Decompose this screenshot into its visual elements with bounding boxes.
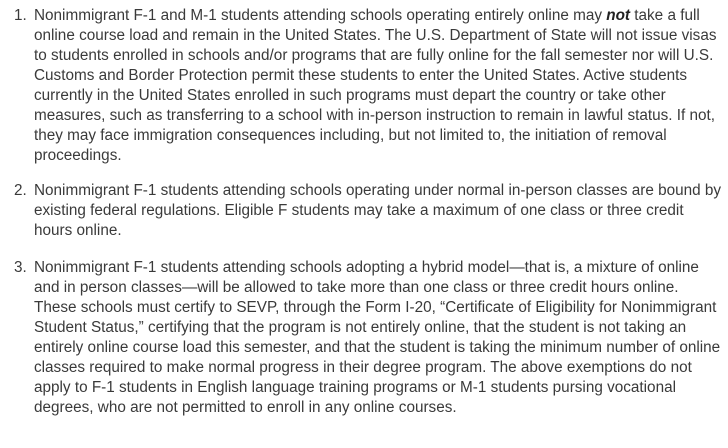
list-item-number: 2. (14, 182, 27, 199)
list-item-text-end: take a full online course load and remain in the United States. The U.S. Department of State will not issue visas to students enrolled in schools and/or programs that are fully online for the fall semester nor will U.S. Customs and Border Protection permit these students to enter the United States. Active students currently in the United States enrolled in such programs must depart the country or take other measures, such as transferring to a school with in-person instruction to remain in lawful status. If not, they may face immigration consequences including, but not limited to, the initiation of removal proceedings. (34, 7, 717, 164)
list-item-text-start: Nonimmigrant F-1 and M-1 students attending schools operating entirely online may (34, 7, 607, 24)
list-item-text (34, 6, 722, 166)
list-item-number: 1. (14, 7, 27, 24)
list-item-text: Nonimmigrant F-1 students attending schools adopting a hybrid model—that is, a mixture of online and in person classes—will be allowed to take more than one class or three credit hours online. These schools must certify to SEVP, through the Form I-20, “Certificate of Eligibility for Nonimmigrant Student Status,” certifying that the program is not entirely online, that the student is not taking an entirely online course load this semester, and that the student is taking the minimum number of online classes required to make normal progress in their degree program. The above exemptions do not apply to F-1 students in English language training programs or M-1 students pursing vocational degrees, who are not permitted to enroll in any online courses. (34, 259, 721, 416)
list-item-text: Nonimmigrant F-1 students attending schools operating under normal in-person classes are bound by existing federal regulations. Eligible F students may take a maximum of one class or three credit hours online. (34, 182, 722, 239)
emphasized-word: not (606, 7, 631, 24)
list-item-number: 3. (14, 259, 27, 276)
